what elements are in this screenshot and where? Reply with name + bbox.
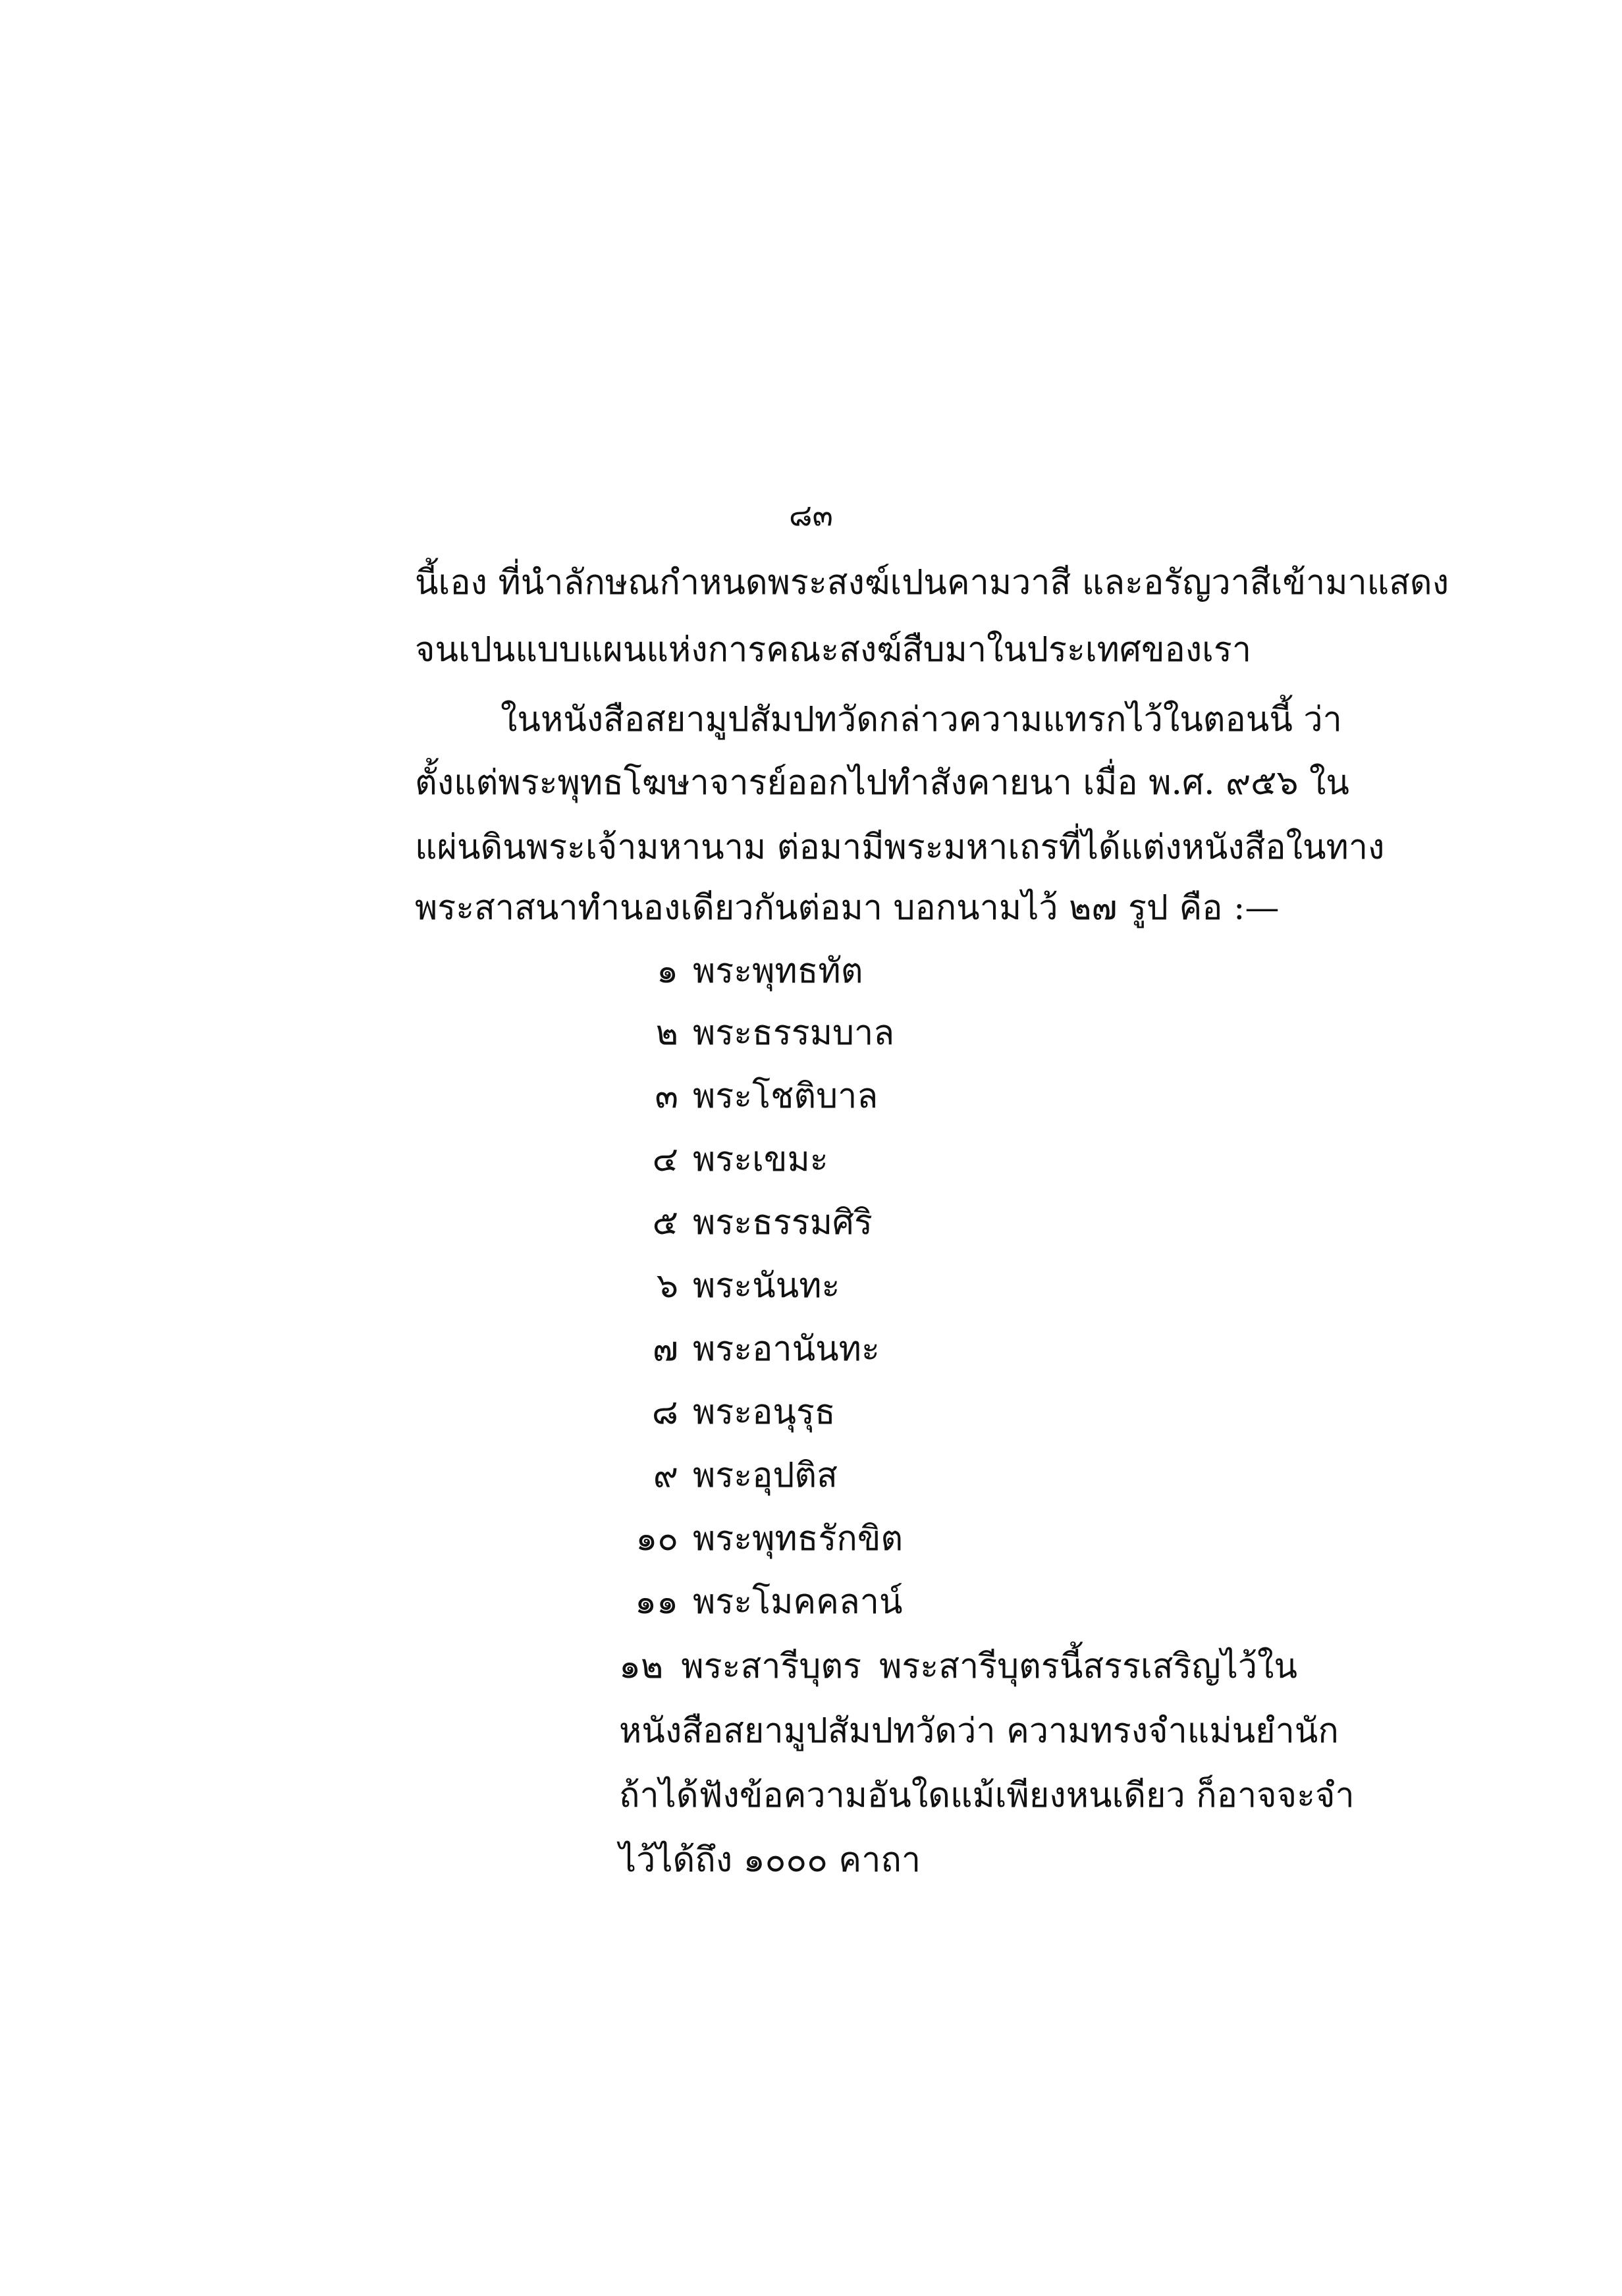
list-item-name: พระอุปติส <box>693 1456 838 1495</box>
list-item-name: พระพุทธรักขิต <box>693 1519 904 1559</box>
list-item-number: ๔ <box>652 1140 678 1179</box>
paragraph-1-line-2: จนเปนแบบแผนแห่งการคณะสงฆ์สืบมาในประเทศของเรา <box>415 630 1252 670</box>
list-item <box>619 1447 1278 1504</box>
list-item <box>619 1510 1278 1567</box>
list-item <box>619 1131 1278 1188</box>
paragraph-2-line-1: ในหนังสือสยามูปสัมปทวัดกล่าวความแทรกไว้ในตอนนี้ ว่า <box>500 700 1342 739</box>
list-item-number: ๕ <box>652 1203 678 1242</box>
list-item <box>619 1384 1278 1441</box>
list-item-name: พระโชติบาล <box>693 1077 879 1116</box>
list-item-name: พระพุทธทัต <box>693 951 863 991</box>
list-item <box>619 1321 1278 1377</box>
list-item-name: พระอานันทะ <box>693 1329 880 1369</box>
list-item-name: พระอนุรุธ <box>693 1393 836 1432</box>
paragraph-2-line-2: ตั้งแต่พระพุทธโฆษาจารย์ออกไปทำสังคายนา เมื่อ พ.ศ. ๙๕๖ ใน <box>415 763 1349 803</box>
list-item-number: ๑๐ <box>635 1519 678 1559</box>
list-item <box>619 1574 1278 1630</box>
list-item-number: ๑ <box>656 951 678 991</box>
list-item <box>619 943 1278 1000</box>
item-12-line-3: ถ้าได้ฟังข้อความอันใดแม้เพียงหนเดียว ก็อาจจะจำ <box>619 1776 1355 1815</box>
list-item-number: ๘ <box>651 1393 678 1432</box>
list-item-number: ๓ <box>655 1077 678 1116</box>
list-item <box>619 1005 1278 1061</box>
list-item-name: พระโมคคลาน์ <box>693 1582 903 1622</box>
list-item <box>619 1068 1278 1125</box>
list-item-number: ๑๑ <box>634 1582 678 1622</box>
item-12-line-4: ไว้ได้ถึง ๑๐๐๐ คาถา <box>619 1840 921 1880</box>
list-item-number: ๙ <box>653 1456 678 1495</box>
list-item-number: ๗ <box>652 1329 678 1369</box>
list-item <box>619 1194 1278 1251</box>
list-item-number: ๖ <box>656 1266 678 1306</box>
list-item-name: พระนันทะ <box>693 1266 840 1306</box>
item-12-line-2: หนังสือสยามูปสัมปทวัดว่า ความทรงจำแม่นยำนัก <box>619 1711 1339 1751</box>
page-number: ๘๓ <box>789 497 833 533</box>
list-item-name: พระธรรมบาล <box>693 1013 895 1053</box>
list-item-name: พระเขมะ <box>693 1140 828 1179</box>
list-item-number: ๒ <box>655 1013 678 1053</box>
paragraph-1-line-1: นี้เอง ที่นำลักษณกำหนดพระสงฆ์เปนคามวาสี และอรัญวาสีเข้ามาแสดง <box>415 563 1449 602</box>
list-item-name: พระธรรมศิริ <box>693 1203 873 1242</box>
list-item <box>619 1258 1278 1314</box>
paragraph-2-line-3: แผ่นดินพระเจ้ามหานาม ต่อมามีพระมหาเถรที่ได้แต่งหนังสือในทาง <box>415 828 1385 867</box>
paragraph-2-line-4: พระสาสนาทำนองเดียวกันต่อมา บอกนามไว้ ๒๗ รูป คือ :— <box>415 888 1280 928</box>
item-12-line-1: ๑๒ พระสารีบุตร พระสารีบุตรนี้สรรเสริญไว้ใน <box>619 1647 1297 1686</box>
